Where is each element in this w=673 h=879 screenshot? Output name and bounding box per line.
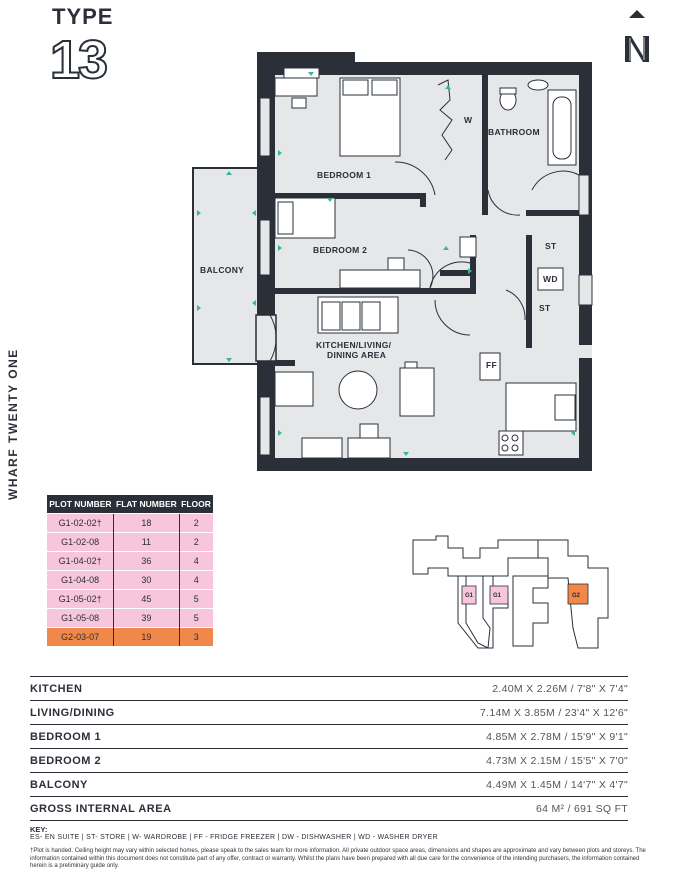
plot-table xyxy=(47,495,213,646)
bedroom-1-label: BEDROOM 1 xyxy=(317,170,372,180)
table-row xyxy=(47,552,213,571)
dimension-row-kitchen xyxy=(30,676,628,701)
table-row xyxy=(47,590,213,609)
development-name: WHARF TWENTY ONE xyxy=(6,348,20,500)
svg-text:+: + xyxy=(464,239,469,246)
dimension-row-balcony xyxy=(30,773,628,797)
washer-dryer-label: WD xyxy=(543,274,558,284)
keyplan-label-g2: G2 xyxy=(572,593,581,599)
floor-cell: 2 xyxy=(179,533,213,552)
plot-number-cell: G1-02-08 xyxy=(47,533,114,552)
dimension-room-name: BEDROOM 2 xyxy=(30,754,102,767)
plot-table-header-row xyxy=(47,495,213,514)
floor-cell: 4 xyxy=(179,571,213,590)
floor-cell: 4 xyxy=(179,552,213,571)
floor-plan xyxy=(190,50,595,475)
flat-number-cell: 11 xyxy=(114,533,179,552)
disclaimer-text: †Plot is handed. Ceiling height may vary within selected homes, please speak to the sales team for more information. All private outdoor space areas, dimensions and shapes are approximate and vary between plots and storeys. The information contained within this document does not constitute part of any offer, contract or warranty. Whilst the plans have been prepared with all due care for the convenience of the intending purchasers, the information contained herein is a preliminary guide only. xyxy=(30,848,646,869)
wardrobe-label: W xyxy=(464,115,473,125)
dimension-row-living-dining xyxy=(30,701,628,725)
svg-text:+: + xyxy=(280,68,284,74)
key-legend-text: ES- EN SUITE | ST- STORE | W- WARDROBE | FF - FRIDGE FREEZER | DW - DISHWASHER | WD - WASHER DRYER xyxy=(30,834,438,841)
table-row xyxy=(47,609,213,628)
dimension-room-size: 64 M² / 691 SQ FT xyxy=(535,802,628,815)
dimension-room-name: KITCHEN xyxy=(30,682,83,695)
balcony-label: BALCONY xyxy=(200,265,245,275)
plot-number-cell: G1-02-02† xyxy=(47,514,114,533)
floor-cell: 5 xyxy=(179,609,213,628)
north-arrow-logo-icon xyxy=(622,6,652,66)
room-dimensions-list xyxy=(30,676,628,821)
table-row xyxy=(47,514,213,533)
dimension-room-name: LIVING/DINING xyxy=(30,706,115,719)
store-2-label: ST xyxy=(539,303,551,313)
flat-number-cell: 45 xyxy=(114,590,179,609)
dimension-row-bedroom-2 xyxy=(30,749,628,773)
floor-header: FLOOR xyxy=(179,495,213,514)
store-1-label: ST xyxy=(545,241,557,251)
dimension-room-name: BALCONY xyxy=(30,778,88,791)
bedroom-2-label: BEDROOM 2 xyxy=(313,245,368,255)
site-key-plan xyxy=(408,528,638,653)
plot-number-cell: G1-05-08 xyxy=(47,609,114,628)
plot-number-cell: G1-04-02† xyxy=(47,552,114,571)
plot-number-cell: G1-04-08 xyxy=(47,571,114,590)
living-label-line1: KITCHEN/LIVING/ xyxy=(316,340,392,350)
table-row xyxy=(47,533,213,552)
plot-number-header: PLOT NUMBER xyxy=(47,495,114,514)
plot-number-cell: G2-03-07 xyxy=(47,628,114,647)
dimension-room-size: 7.14M X 3.85M / 23'4" X 12'6" xyxy=(480,706,628,719)
keyplan-label-g1-right: G1 xyxy=(493,593,502,599)
key-title: KEY: xyxy=(30,825,48,834)
flat-number-header: FLAT NUMBER xyxy=(114,495,179,514)
floor-cell: 5 xyxy=(179,590,213,609)
dimension-row-bedroom-1 xyxy=(30,725,628,749)
keyplan-label-g1-left: G1 xyxy=(465,593,474,599)
plot-number-cell: G1-05-02† xyxy=(47,590,114,609)
table-row xyxy=(47,628,213,647)
type-number: 13 xyxy=(50,30,107,90)
dimension-room-name: GROSS INTERNAL AREA xyxy=(30,802,172,815)
floor-cell: 3 xyxy=(179,628,213,647)
dimension-row-gross-internal-area xyxy=(30,797,628,821)
flat-number-cell: 19 xyxy=(114,628,179,647)
table-row xyxy=(47,571,213,590)
type-label: TYPE xyxy=(52,4,114,29)
flat-number-cell: 39 xyxy=(114,609,179,628)
dimension-room-size: 4.73M X 2.15M / 15'5" X 7'0" xyxy=(486,754,628,767)
flat-number-cell: 30 xyxy=(114,571,179,590)
fridge-freezer-label: FF xyxy=(486,360,497,370)
flat-number-cell: 18 xyxy=(114,514,179,533)
dimension-room-size: 4.85M X 2.78M / 15'9" X 9'1" xyxy=(486,730,628,743)
living-label-line2: DINING AREA xyxy=(327,350,387,360)
flat-number-cell: 36 xyxy=(114,552,179,571)
dimension-room-size: 2.40M X 2.26M / 7'8" X 7'4" xyxy=(492,682,628,695)
floor-cell: 2 xyxy=(179,514,213,533)
dimension-room-size: 4.49M X 1.45M / 14'7" X 4'7" xyxy=(486,778,628,791)
bathroom-label: BATHROOM xyxy=(488,127,540,137)
dimension-room-name: BEDROOM 1 xyxy=(30,730,102,743)
